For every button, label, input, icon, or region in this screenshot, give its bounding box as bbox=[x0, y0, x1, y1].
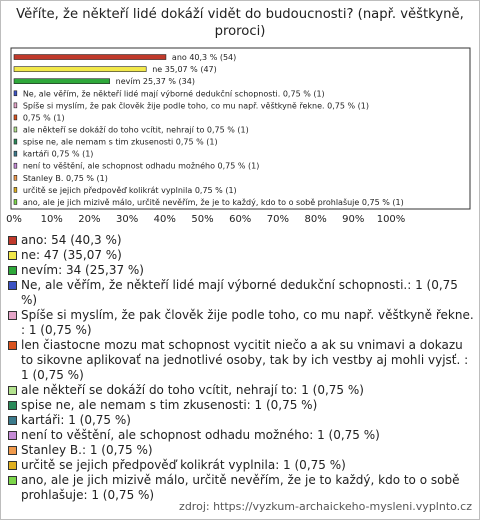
legend-label: určitě se jejich předpověď kolikrát vyplnila: 1 (0,75 %) bbox=[21, 458, 346, 472]
x-tick-9: 90% bbox=[342, 214, 365, 225]
legend-label: len čiastocne mozu mat schopnost vycitit niečo a ak su vnimavi a dokazu to sikovne aplikovať na jednotlivé osoby, tak by ich vestby aj mohli vyjsť. : 1 (0,75 %) bbox=[21, 338, 469, 382]
bar-label-10: Stanley B. 0,75 % (1) bbox=[22, 173, 108, 183]
bar-10 bbox=[14, 175, 17, 180]
x-tick-8: 80% bbox=[304, 214, 327, 225]
bar-label-6: ale někteří se dokáží do toho vcítit, nehrají to 0,75 % (1) bbox=[22, 125, 249, 135]
x-tick-10: 100% bbox=[376, 214, 406, 225]
bar-1 bbox=[14, 67, 146, 72]
bar-0 bbox=[14, 55, 166, 60]
legend-swatch bbox=[8, 341, 17, 350]
legend-item bbox=[8, 308, 474, 338]
bar-label-11: určitě se jejich předpověď kolikrát vyplnila 0,75 % (1) bbox=[22, 185, 237, 195]
legend-swatch bbox=[8, 386, 17, 395]
bar-label-7: spise ne, ale nemam s tim zkusenosti 0,75 % (1) bbox=[22, 137, 218, 147]
bar-label-9: není to věštění, ale schopnost odhadu možného 0,75 % (1) bbox=[22, 161, 260, 171]
legend-item bbox=[8, 398, 474, 413]
x-tick-4: 40% bbox=[153, 214, 176, 225]
legend-label: ne: 47 (35,07 %) bbox=[21, 248, 122, 262]
legend-item bbox=[8, 413, 474, 428]
legend-label: Stanley B.: 1 (0,75 %) bbox=[21, 443, 153, 457]
bar-2 bbox=[14, 79, 110, 84]
legend-item bbox=[8, 473, 474, 503]
legend-label: nevím: 34 (25,37 %) bbox=[21, 263, 144, 277]
bar-4 bbox=[14, 103, 17, 108]
bar-7 bbox=[14, 139, 17, 144]
legend-label: spise ne, ale nemam s tim zkusenosti: 1 (0,75 %) bbox=[21, 398, 318, 412]
bar-label-1: ne 35,07 % (47) bbox=[152, 65, 217, 75]
bar-6 bbox=[14, 127, 17, 132]
bar-8 bbox=[14, 151, 17, 156]
legend-swatch bbox=[8, 461, 17, 470]
legend bbox=[8, 233, 474, 503]
x-tick-2: 20% bbox=[78, 214, 101, 225]
bar-label-2: nevím 25,37 % (34) bbox=[115, 77, 195, 87]
legend-item bbox=[8, 248, 474, 263]
bar-label-4: Spíše si myslím, že pak člověk žije podle toho, co mu např. věštkyně řekne. 0,75 % (1) bbox=[22, 101, 369, 111]
legend-label: ano: 54 (40,3 %) bbox=[21, 233, 122, 247]
legend-label: není to věštění, ale schopnost odhadu možného: 1 (0,75 %) bbox=[21, 428, 380, 442]
bar-label-8: kartáři 0,75 % (1) bbox=[22, 149, 94, 159]
legend-item bbox=[8, 233, 474, 248]
chart-title: Věříte, že někteří lidé dokáží vidět do budoucnosti? (např. věštkyně, proroci) bbox=[16, 7, 464, 39]
legend-swatch bbox=[8, 281, 17, 290]
legend-item bbox=[8, 263, 474, 278]
bar-label-5: 0,75 % (1) bbox=[22, 113, 65, 123]
legend-item bbox=[8, 458, 474, 473]
chart-svg bbox=[0, 0, 480, 230]
legend-label: Spíše si myslím, že pak člověk žije podle toho, co mu např. věštkyně řekne. : 1 (0,75 %) bbox=[21, 308, 474, 337]
legend-label: ano, ale je jich mizivě málo, určitě nevěřím, že je to každý, kdo to o sobě prohlašuje: 1 (0,75 %) bbox=[21, 473, 460, 502]
legend-swatch bbox=[8, 311, 17, 320]
x-tick-7: 70% bbox=[266, 214, 290, 225]
legend-item bbox=[8, 338, 474, 383]
legend-label: kartáři: 1 (0,75 %) bbox=[21, 413, 131, 427]
legend-swatch bbox=[8, 266, 17, 275]
bar-label-12: ano, ale je jich mizivě málo, určitě nevěřím, že je to každý, kdo to o sobě prohlašuje 0,75 % (1) bbox=[22, 197, 404, 207]
bar-9 bbox=[14, 163, 17, 168]
legend-item bbox=[8, 278, 474, 308]
legend-swatch bbox=[8, 476, 17, 485]
bar-label-3: Ne, ale věřím, že někteří lidé mají výborné dedukční schopnosti. 0,75 % (1) bbox=[22, 89, 325, 99]
legend-swatch bbox=[8, 431, 17, 440]
x-tick-5: 50% bbox=[191, 214, 214, 225]
bar-3 bbox=[14, 91, 17, 96]
x-tick-1: 10% bbox=[40, 214, 63, 225]
x-tick-3: 30% bbox=[115, 214, 139, 225]
bar-label-0: ano 40,3 % (54) bbox=[171, 53, 237, 63]
legend-swatch bbox=[8, 401, 17, 410]
x-tick-0: 0% bbox=[6, 214, 22, 225]
legend-label: ale někteří se dokáží do toho vcítit, nehrají to: 1 (0,75 %) bbox=[21, 383, 364, 397]
legend-label: Ne, ale věřím, že někteří lidé mají výborné dedukční schopnosti.: 1 (0,75 %) bbox=[21, 278, 458, 307]
bar-11 bbox=[14, 187, 17, 192]
x-tick-6: 60% bbox=[229, 214, 252, 225]
legend-item bbox=[8, 383, 474, 398]
bar-5 bbox=[14, 115, 17, 120]
legend-item bbox=[8, 428, 474, 443]
legend-swatch bbox=[8, 236, 17, 245]
legend-item bbox=[8, 443, 474, 458]
legend-swatch bbox=[8, 251, 17, 260]
legend-swatch bbox=[8, 416, 17, 425]
source-text: zdroj: https://vyzkum-archaickeho-mysleni.vyplnto.cz bbox=[179, 500, 472, 513]
legend-swatch bbox=[8, 446, 17, 455]
bar-12 bbox=[14, 199, 17, 204]
